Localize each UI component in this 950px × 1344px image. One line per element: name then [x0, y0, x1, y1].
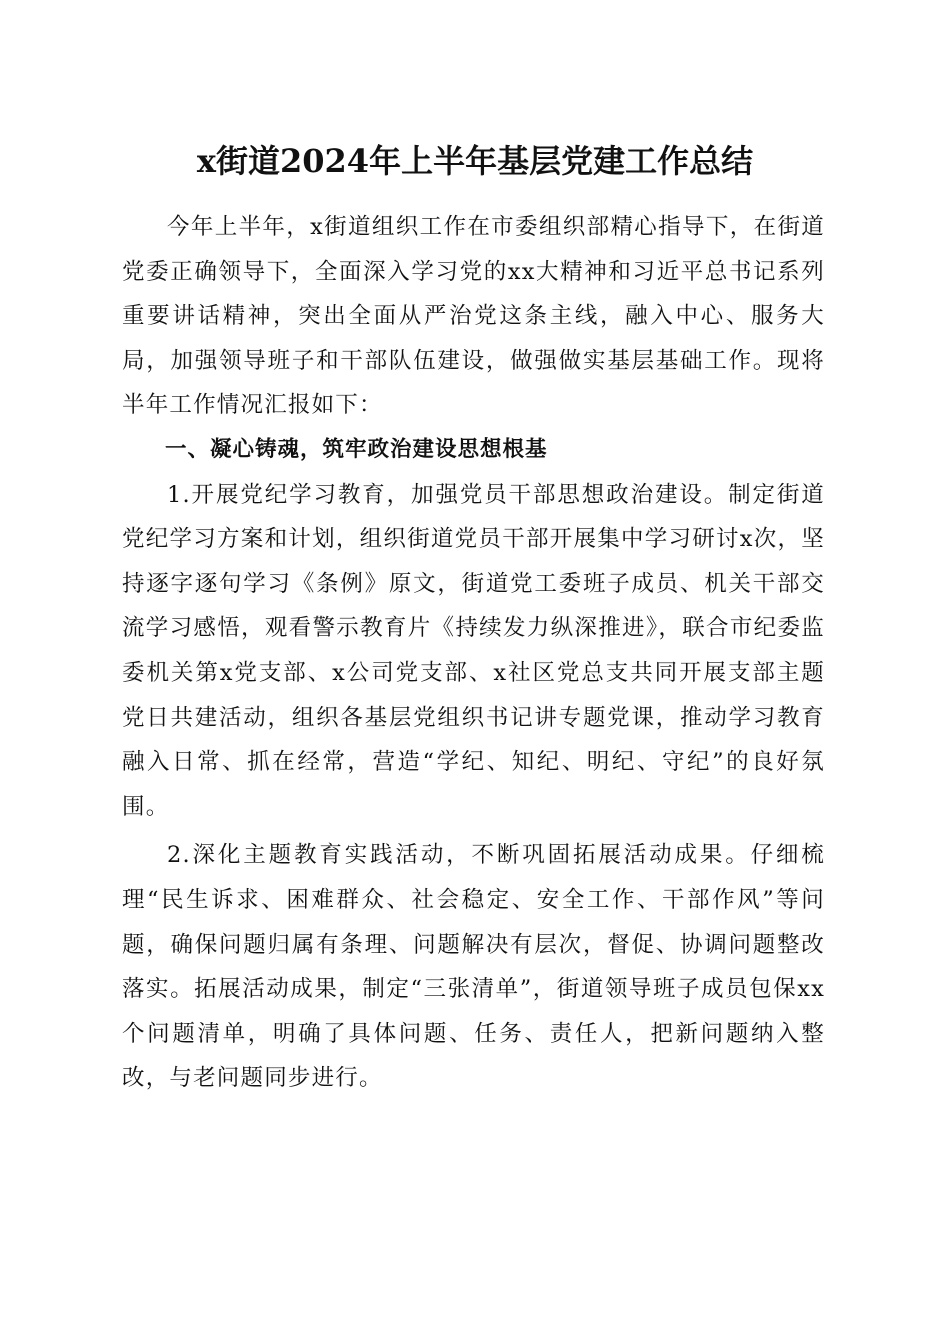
section-heading-1: 一、凝心铸魂，筑牢政治建设思想根基: [165, 436, 548, 462]
document-title: x街道2024年上半年基层党建工作总结: [196, 142, 754, 180]
document-body: [122, 205, 825, 1101]
intro-paragraph: 今年上半年，x街道组织工作在市委组织部精心指导下，在街道党委正确领导下，全面深入学习党的xx大精神和习近平总书记系列重要讲话精神，突出全面从严治党这条主线，融入中心、服务大局，加强领导班子和干部队伍建设，做强做实基层基础工作。现将半年工作情况汇报如下：: [122, 214, 825, 419]
item-paragraph-1: 1.开展党纪学习教育，加强党员干部思想政治建设。制定街道党纪学习方案和计划，组织街道党员干部开展集中学习研讨x次，坚持逐字逐句学习《条例》原文，街道党工委班子成员、机关干部交流学习感悟，观看警示教育片《持续发力纵深推进》，联合市纪委监委机关第x党支部、x公司党支部、x社区党总支共同开展支部主题党日共建活动，组织各基层党组织书记讲专题党课，推动学习教育融入日常、抓在经常，营造“学纪、知纪、明纪、守纪”的良好氛围。: [122, 481, 825, 820]
item-paragraph-2: 2.深化主题教育实践活动，不断巩固拓展活动成果。仔细梳理“民生诉求、困难群众、社会稳定、安全工作、干部作风”等问题，确保问题归属有条理、问题解决有层次，督促、协调问题整改落实。拓展活动成果，制定“三张清单”，街道领导班子成员包保xx个问题清单，明确了具体问题、任务、责任人，把新问题纳入整改，与老问题同步进行。: [122, 842, 825, 1092]
